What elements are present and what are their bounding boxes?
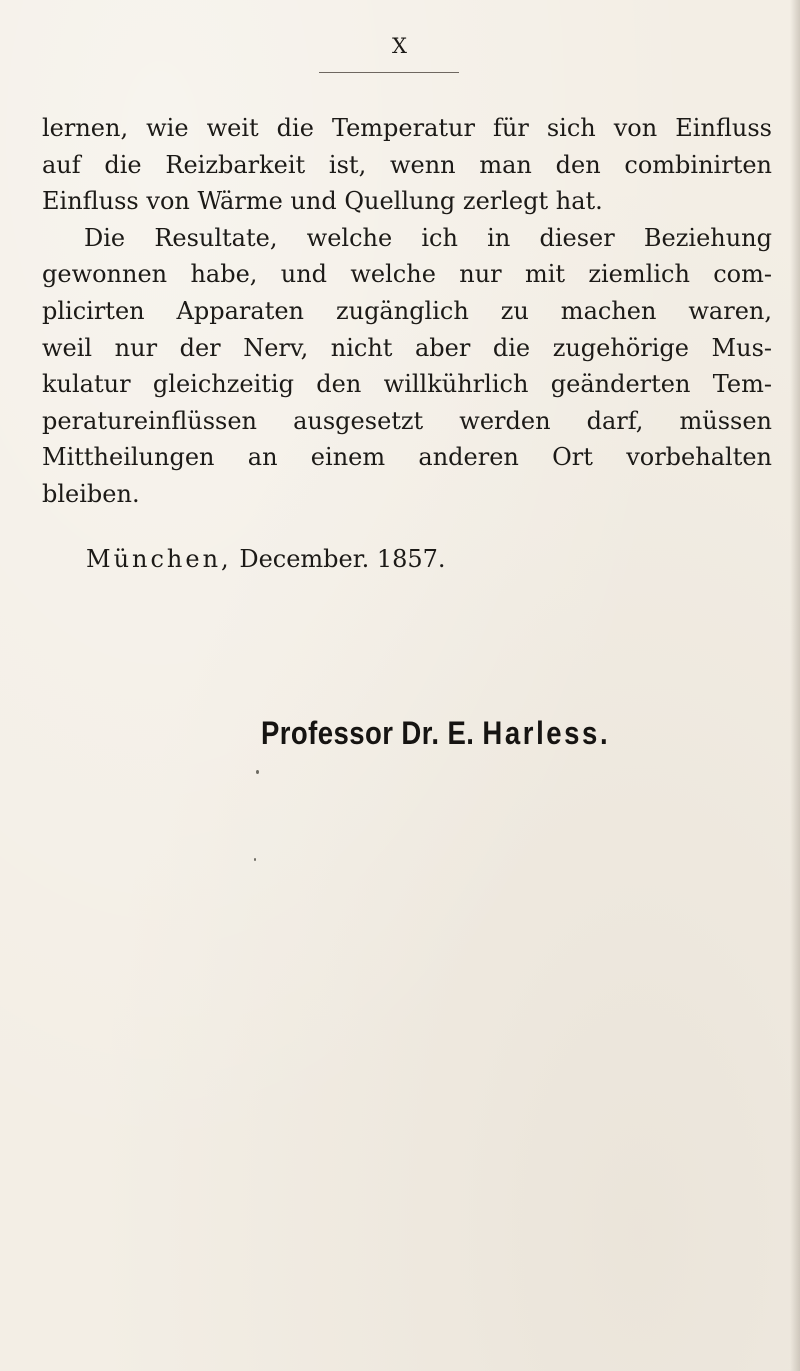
signature-name: Harless.: [482, 715, 611, 751]
print-speck: [254, 858, 256, 861]
print-speck: [256, 770, 259, 774]
text-line: lernen, wie weit die Temperatur für sich von Einfluss: [42, 114, 772, 142]
signature: [261, 715, 610, 752]
paragraph-2: [42, 220, 772, 513]
text-line: auf die Reizbarkeit ist, wenn man den combinirten: [42, 150, 772, 179]
page-edge-shadow: [790, 0, 800, 1371]
text-line: Mittheilungen an einem anderen Ort vorbehalten: [42, 443, 772, 472]
dateline: [86, 545, 446, 573]
page-number: X: [392, 34, 408, 58]
text-line: peratureinflüssen ausgesetzt werden darf, müssen: [42, 406, 772, 435]
text-line: plicirten Apparaten zugänglich zu machen waren,: [42, 296, 772, 325]
text-line: kulatur gleichzeitig den willkührlich geänderten Tem-: [42, 370, 772, 399]
text-line: Die Resultate, welche ich in dieser Beziehung: [84, 223, 772, 252]
text-line: bleiben.: [42, 479, 140, 508]
text-line: weil nur der Nerv, nicht aber die zugehörige Mus-: [42, 333, 772, 362]
text-line: Einfluss von Wärme und Quellung zerlegt hat.: [42, 187, 603, 216]
body-text: [42, 110, 772, 513]
dateline-date: December. 1857.: [239, 545, 446, 573]
signature-title: Professor Dr. E.: [261, 715, 475, 751]
text-line: gewonnen habe, und welche nur mit ziemlich com-: [42, 260, 772, 289]
dateline-place: München,: [86, 545, 232, 573]
paragraph-1: [42, 110, 772, 220]
header-rule: [319, 72, 459, 73]
